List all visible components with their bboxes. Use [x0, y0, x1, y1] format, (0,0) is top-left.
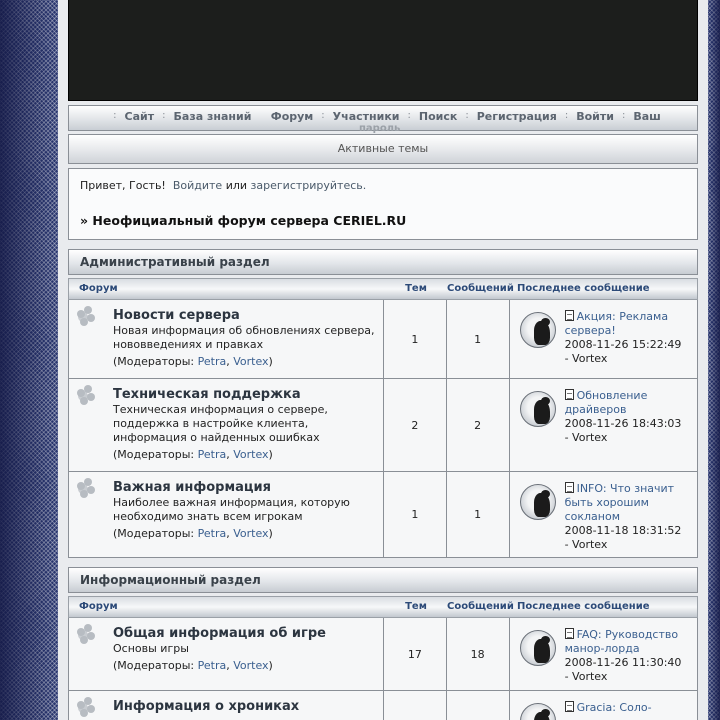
- author-avatar[interactable]: [520, 391, 556, 427]
- forum-moderators: (Модераторы: Petra, Vortex): [113, 355, 273, 368]
- login-link[interactable]: Войдите: [172, 179, 223, 192]
- forum-text: [113, 480, 377, 551]
- forum-cell: [69, 300, 384, 378]
- col-topics-header[interactable]: Тем: [405, 283, 427, 294]
- page-container: [58, 0, 708, 720]
- forum-status-icon: [77, 699, 101, 720]
- category-header[interactable]: Информационный раздел: [68, 567, 698, 593]
- forum-row: [68, 691, 698, 720]
- posts-count: 18: [447, 618, 510, 690]
- forum-cell: [69, 691, 384, 720]
- last-post-info: [565, 701, 652, 720]
- topics-count: 2: [384, 379, 447, 471]
- topic-document-icon: [565, 701, 574, 712]
- forum-status-icon: [77, 480, 101, 504]
- last-post-date: 2008-11-18 18:31:52: [564, 524, 682, 537]
- active-topics-link[interactable]: Активные темы: [68, 134, 698, 164]
- last-post-author[interactable]: - Vortex: [564, 670, 608, 683]
- last-post-cell: [510, 300, 697, 378]
- category-header[interactable]: Административный раздел: [68, 249, 698, 275]
- main-navbar: : Сайт : База знаний Форум : Участники : Поиск : Регистрация : Войти : Ваш пароль: [68, 105, 698, 131]
- forum-description: Новая информация об обновлениях сервера, нововведениях и правках: [113, 324, 375, 351]
- column-headers: [68, 278, 698, 300]
- last-post-link[interactable]: Gracia: Соло-: [565, 701, 652, 714]
- forum-name-link[interactable]: Новости сервера: [113, 308, 240, 323]
- last-post-info: [565, 389, 691, 467]
- forum-cell: [69, 379, 384, 471]
- greeting-text: Привет, Гость!: [80, 179, 166, 192]
- last-post-link[interactable]: FAQ: Руководство манор-лорда: [564, 628, 679, 655]
- posts-count: 1: [447, 300, 510, 378]
- last-post-link[interactable]: Акция: Реклама сервера!: [564, 310, 669, 337]
- col-posts-header[interactable]: Сообщений: [447, 601, 514, 612]
- last-post-info: [565, 310, 691, 374]
- nav-login[interactable]: Войти: [576, 110, 614, 123]
- nav-members[interactable]: Участники: [332, 110, 400, 123]
- forum-row: [68, 472, 698, 558]
- forum-name-link[interactable]: Общая информация об игре: [113, 626, 326, 641]
- moderator-link[interactable]: Petra: [197, 355, 227, 368]
- last-post-cell: [510, 618, 697, 690]
- last-post-date: 2008-11-26 18:43:03: [564, 417, 682, 430]
- register-link[interactable]: зарегистрируйтесь.: [250, 179, 367, 192]
- forum-text: [113, 308, 377, 372]
- moderator-link[interactable]: Vortex: [233, 355, 269, 368]
- category-gap: [68, 240, 698, 249]
- topics-count: 1: [384, 300, 447, 378]
- last-post-cell: [510, 691, 697, 720]
- author-avatar[interactable]: [520, 312, 556, 348]
- moderator-link[interactable]: Vortex: [233, 527, 269, 540]
- moderator-link[interactable]: Petra: [197, 448, 227, 461]
- header-banner: [68, 0, 698, 101]
- author-avatar[interactable]: [520, 484, 556, 520]
- last-post-author[interactable]: - Vortex: [564, 431, 608, 444]
- forum-name-link[interactable]: Техническая поддержка: [113, 387, 301, 402]
- welcome-box: [68, 168, 698, 240]
- last-post-author[interactable]: - Vortex: [564, 538, 608, 551]
- nav-password[interactable]: Ваш: [633, 110, 661, 123]
- posts-count: 1: [447, 472, 510, 557]
- forum-status-icon: [77, 387, 101, 411]
- col-forum-header[interactable]: Форум: [79, 283, 118, 294]
- moderator-link[interactable]: Vortex: [233, 448, 269, 461]
- last-post-cell: [510, 379, 697, 471]
- moderator-link[interactable]: Petra: [197, 527, 227, 540]
- forum-moderators: (Модераторы: Petra, Vortex): [113, 527, 273, 540]
- topic-document-icon: [565, 628, 574, 639]
- col-topics-header[interactable]: Тем: [405, 601, 427, 612]
- forum-text: [113, 387, 377, 465]
- col-posts-header[interactable]: Сообщений: [447, 283, 514, 294]
- posts-count: [447, 691, 510, 720]
- col-last-post-header[interactable]: Последнее сообщение: [517, 601, 650, 612]
- forum-status-icon: [77, 626, 101, 650]
- greeting-line: [80, 179, 686, 192]
- forum-name-link[interactable]: Информация о хрониках: [113, 699, 300, 714]
- last-post-date: 2008-11-26 11:30:40: [564, 656, 682, 669]
- moderator-link[interactable]: Petra: [197, 659, 227, 672]
- topics-count: 1: [384, 472, 447, 557]
- nav-password-overflow[interactable]: пароль: [359, 123, 401, 134]
- col-forum-header[interactable]: Форум: [79, 601, 118, 612]
- col-last-post-header[interactable]: Последнее сообщение: [517, 283, 650, 294]
- right-pattern-border: [708, 0, 720, 720]
- column-headers: [68, 596, 698, 618]
- author-avatar[interactable]: [520, 630, 556, 666]
- nav-knowledge-base[interactable]: База знаний: [173, 110, 252, 123]
- topic-document-icon: [565, 310, 574, 321]
- board-title[interactable]: » Неофициальный форум сервера CERIEL.RU: [80, 213, 407, 228]
- forum-description: Техническая информация о сервере, поддержка в настройке клиента, информация о найденных ошибках: [113, 403, 328, 444]
- category-gap: [68, 558, 698, 567]
- forum-row: [68, 618, 698, 691]
- last-post-date: 2008-11-26 15:22:49: [564, 338, 682, 351]
- forum-name-link[interactable]: Важная информация: [113, 480, 271, 495]
- forum-cell: [69, 618, 384, 690]
- last-post-author[interactable]: - Vortex: [564, 352, 608, 365]
- nav-site[interactable]: Сайт: [124, 110, 155, 123]
- posts-count: 2: [447, 379, 510, 471]
- last-post-info: [565, 628, 691, 686]
- topic-document-icon: [565, 389, 574, 400]
- topics-count: 17: [384, 618, 447, 690]
- author-avatar[interactable]: [520, 703, 556, 720]
- left-pattern-border: [0, 0, 58, 720]
- forum-text: [113, 699, 377, 720]
- or-text: или: [225, 179, 248, 192]
- forum-categories: [68, 240, 698, 720]
- topics-count: [384, 691, 447, 720]
- nav-register[interactable]: Регистрация: [476, 110, 557, 123]
- forum-description: Наиболее важная информация, которую необходимо знать всем игрокам: [113, 496, 350, 523]
- forum-row: [68, 379, 698, 472]
- last-post-info: [565, 482, 691, 553]
- forum-row: [68, 300, 698, 379]
- forum-cell: [69, 472, 384, 557]
- forum-moderators: (Модераторы: Petra, Vortex): [113, 448, 273, 461]
- moderator-link[interactable]: Vortex: [233, 659, 269, 672]
- forum-description: Основы игры: [113, 642, 189, 655]
- last-post-cell: [510, 472, 697, 557]
- forum-moderators: (Модераторы: Petra, Vortex): [113, 659, 273, 672]
- forum-text: [113, 626, 377, 684]
- last-post-link[interactable]: INFO: Что значит быть хорошим сокланом: [564, 482, 675, 523]
- nav-search[interactable]: Поиск: [418, 110, 458, 123]
- last-post-link[interactable]: Обновление драйверов: [564, 389, 648, 416]
- forum-status-icon: [77, 308, 101, 332]
- nav-forum[interactable]: Форум: [270, 110, 314, 123]
- topic-document-icon: [565, 482, 574, 493]
